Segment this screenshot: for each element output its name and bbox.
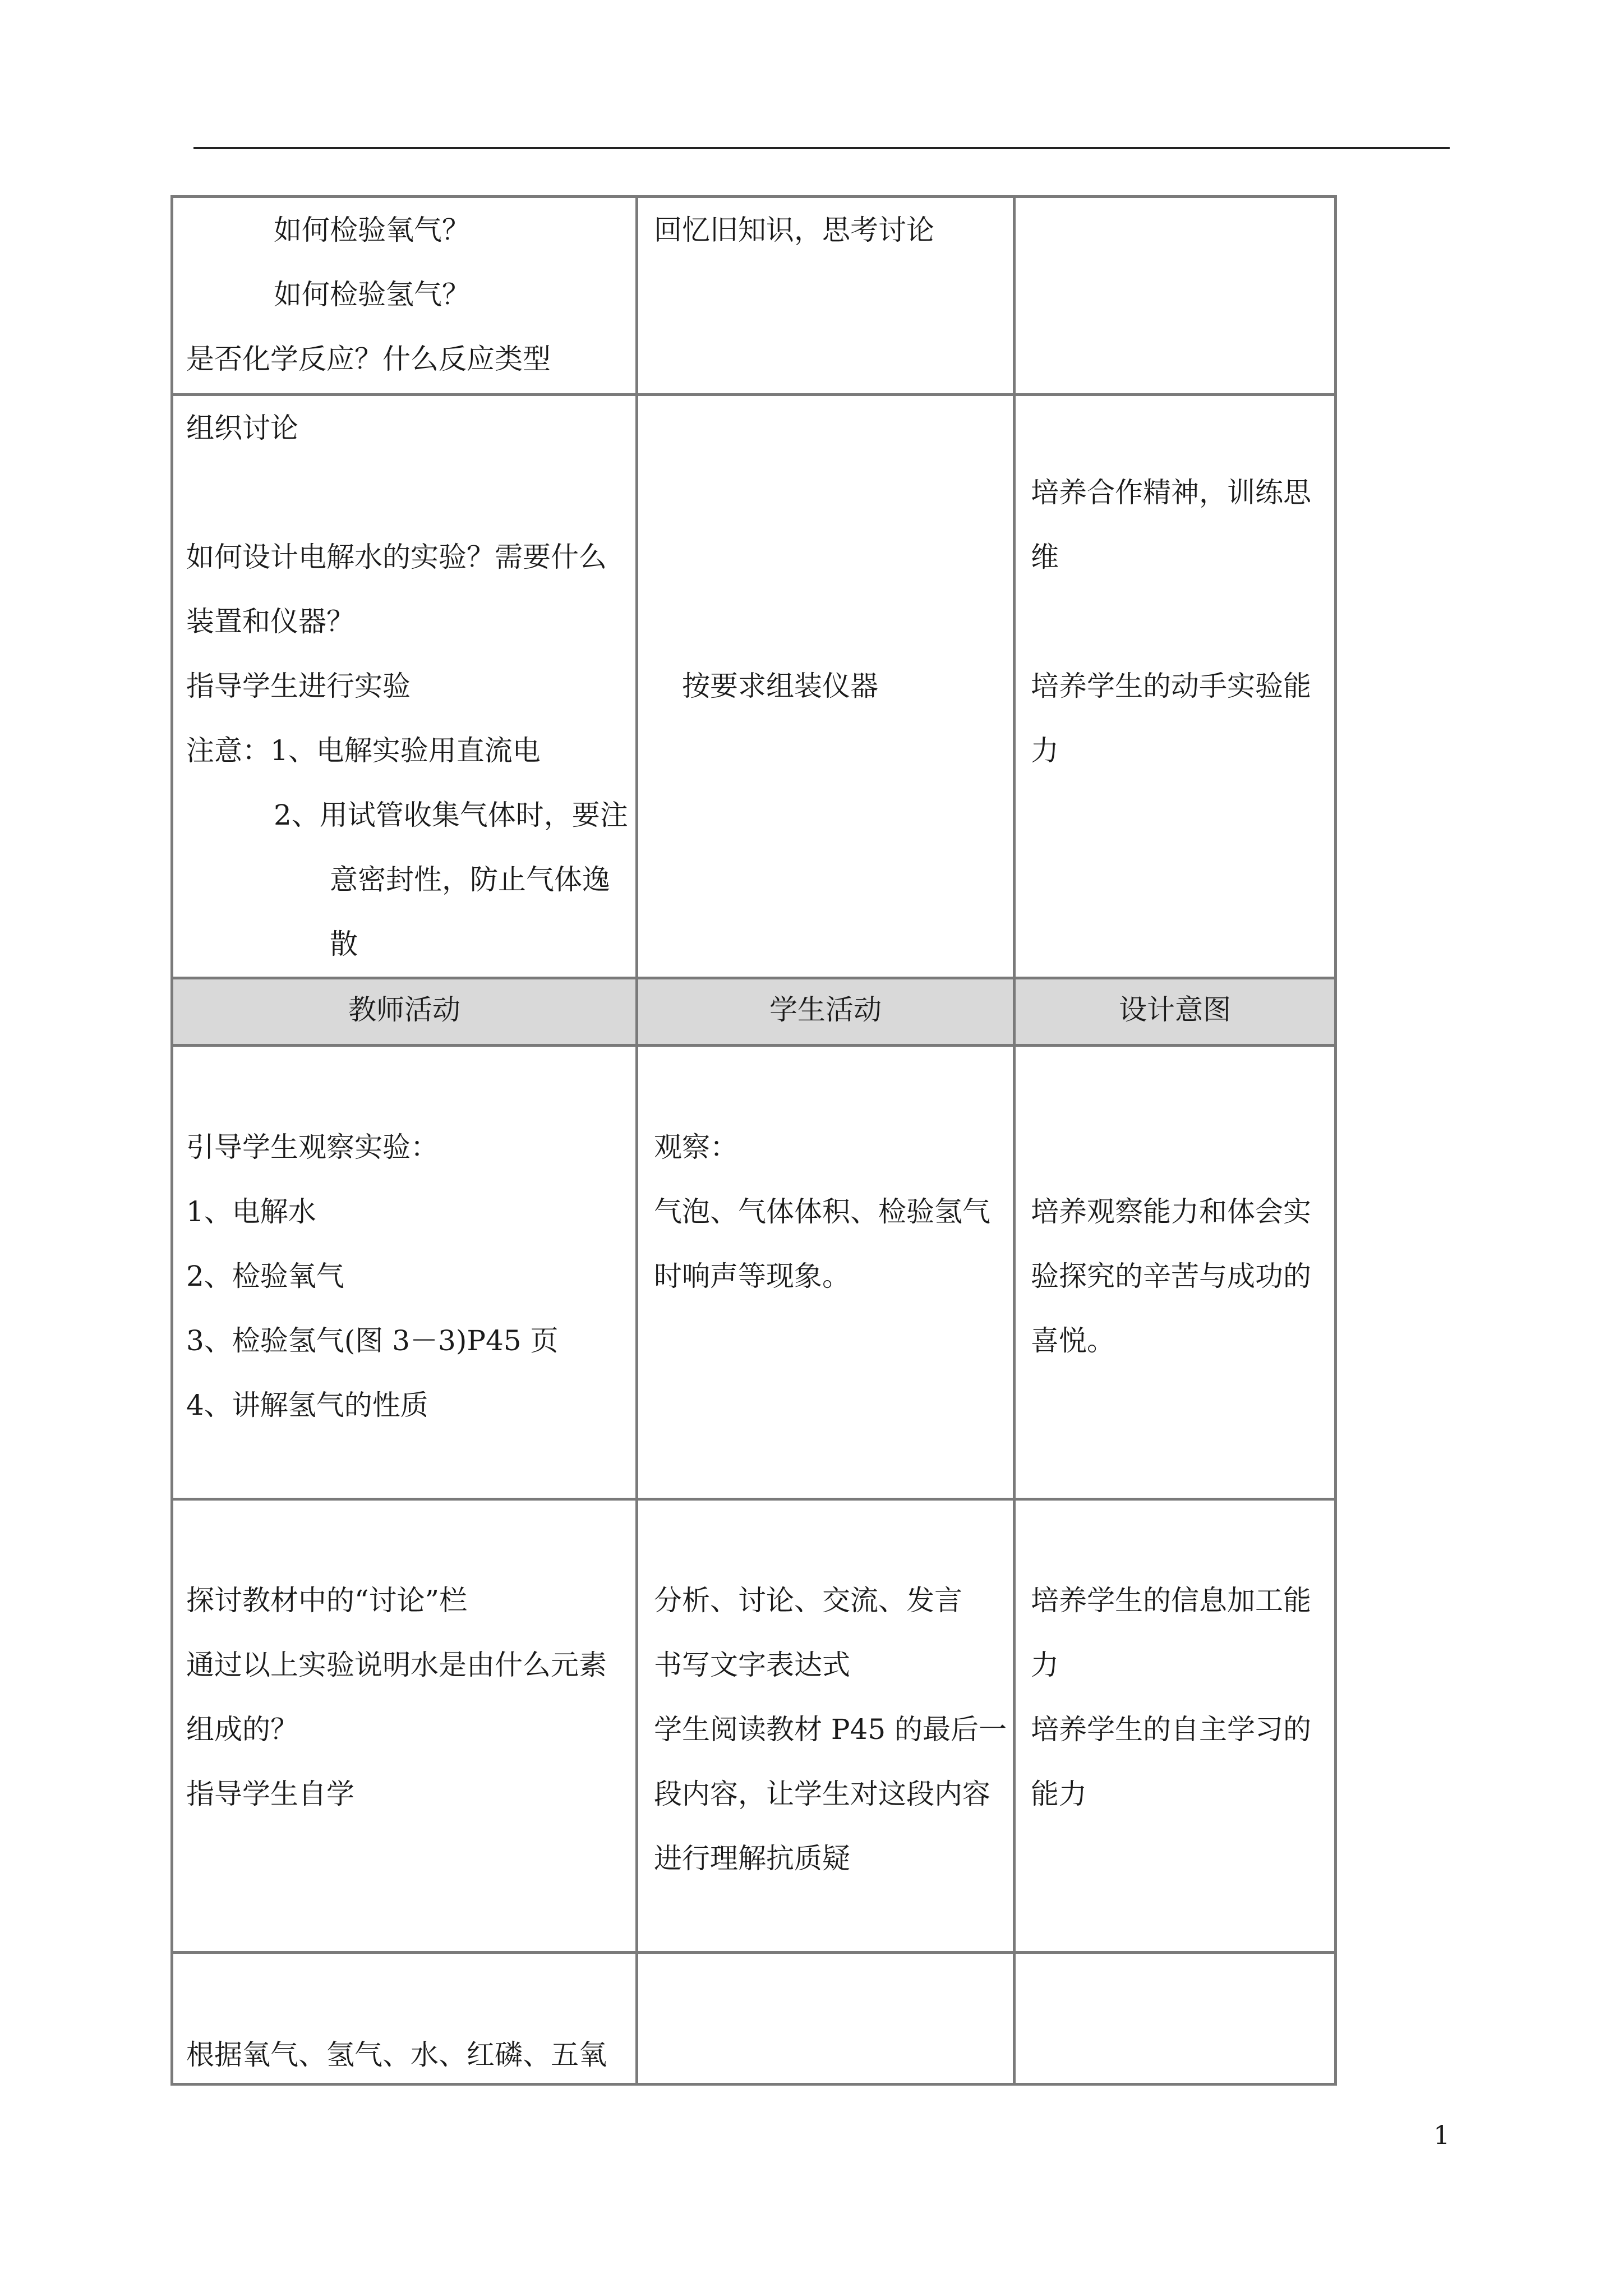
row3-intent-line-2: 验探究的辛苦与成功的 (1031, 1260, 1311, 1292)
row3-student-line-2: 气泡、气体体积、检验氢气 (654, 1195, 990, 1228)
row4-teacher-line-1: 探讨教材中的“讨论”栏 (186, 1584, 468, 1617)
row2-intent-line-1: 培养合作精神，训练思 (1031, 476, 1311, 509)
row1-teacher-line-1: 如何检验氧气？ (274, 214, 470, 246)
row4-student-line-2: 书写文字表达式 (654, 1649, 850, 1681)
row4-student-line-5: 进行理解抗质疑 (654, 1842, 850, 1875)
column-divider-2 (1013, 195, 1016, 2086)
row3-teacher-line-4: 3、检验氢气(图 3－3)P45 页 (186, 1324, 559, 1357)
row2-teacher-line-3: 装置和仪器？ (186, 605, 354, 638)
row3-teacher-line-2: 1、电解水 (186, 1195, 316, 1228)
row4-intent-line-3: 培养学生的自主学习的 (1031, 1713, 1311, 1746)
column-divider-1 (635, 195, 638, 2086)
row3-teacher-line-5: 4、讲解氢气的性质 (186, 1389, 428, 1421)
row2-teacher-line-5: 注意：1、电解实验用直流电 (186, 734, 541, 767)
row4-teacher-line-3: 组成的？ (186, 1713, 298, 1746)
row-divider-3 (170, 1044, 1337, 1047)
row4-intent-line-2: 力 (1031, 1649, 1059, 1681)
row-divider-5 (170, 1951, 1337, 1954)
row1-student-line-1: 回忆旧知识，思考讨论 (654, 214, 934, 246)
row4-intent-line-1: 培养学生的信息加工能 (1031, 1584, 1311, 1617)
row4-student-line-1: 分析、讨论、交流、发言 (654, 1584, 962, 1617)
table-border-left (170, 195, 173, 2086)
row2-student-line-1: 按要求组装仪器 (682, 670, 878, 702)
row4-teacher-line-4: 指导学生自学 (186, 1778, 354, 1810)
row3-intent-line-3: 喜悦。 (1031, 1324, 1115, 1357)
row2-intent-line-2: 维 (1031, 541, 1059, 573)
row2-teacher-line-7: 意密封性，防止气体逸 (330, 863, 610, 896)
row2-teacher-line-8: 散 (330, 928, 358, 960)
row4-teacher-line-2: 通过以上实验说明水是由什么元素 (186, 1649, 607, 1681)
row3-intent-line-1: 培养观察能力和体会实 (1031, 1195, 1311, 1228)
header-design-intent: 设计意图 (1119, 993, 1231, 1026)
row5-teacher-line-1: 根据氧气、氢气、水、红磷、五氧 (186, 2039, 607, 2071)
table-border-bottom (170, 2083, 1337, 2086)
row3-student-line-1: 观察： (654, 1131, 738, 1163)
table-border-right (1334, 195, 1337, 2086)
row2-teacher-line-4: 指导学生进行实验 (186, 670, 411, 702)
row-divider-2 (170, 977, 1337, 979)
page-number: 1 (1433, 2120, 1450, 2150)
header-student-activity: 学生活动 (769, 993, 882, 1026)
row2-teacher-line-6: 2、用试管收集气体时，要注 (274, 799, 628, 831)
row2-intent-line-3: 培养学生的动手实验能 (1031, 670, 1311, 702)
row4-intent-line-4: 能力 (1031, 1778, 1087, 1810)
row3-teacher-line-1: 引导学生观察实验： (186, 1131, 439, 1163)
row3-student-line-3: 时响声等现象。 (654, 1260, 850, 1292)
row1-teacher-line-3: 是否化学反应？什么反应类型 (186, 343, 551, 375)
table-border-top (170, 195, 1337, 198)
row-divider-4 (170, 1498, 1337, 1501)
row2-teacher-line-2: 如何设计电解水的实验？需要什么 (186, 541, 607, 573)
row2-teacher-line-1: 组织讨论 (186, 412, 298, 444)
header-teacher-activity: 教师活动 (348, 993, 460, 1026)
header-rule (193, 147, 1450, 149)
row4-student-line-3: 学生阅读教材 P45 的最后一 (654, 1713, 1007, 1746)
row-divider-1 (170, 393, 1337, 396)
row3-teacher-line-3: 2、检验氧气 (186, 1260, 344, 1292)
row4-student-line-4: 段内容，让学生对这段内容 (654, 1778, 990, 1810)
row1-teacher-line-2: 如何检验氢气？ (274, 278, 470, 311)
row2-intent-line-4: 力 (1031, 734, 1059, 767)
